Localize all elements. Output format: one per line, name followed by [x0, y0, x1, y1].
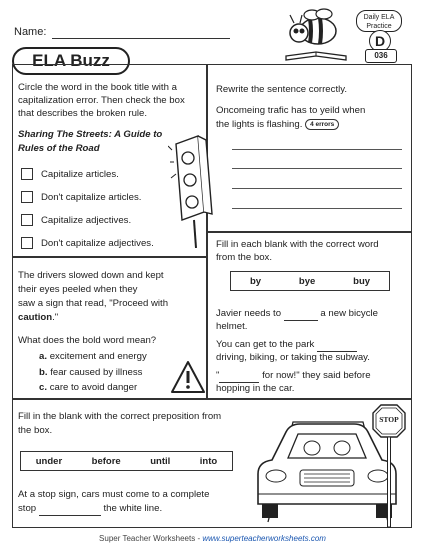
q5-instructions-line1: Fill in the blank with the correct preposition from [18, 411, 222, 422]
q3-passage-line2: their eyes peeled when they [18, 284, 138, 295]
left-divider [12, 256, 207, 258]
q5-sentence-line2: stop the white line. [18, 503, 163, 514]
badge-number: 036 [365, 49, 397, 63]
q4-sentence3: " for now!" they said before [216, 370, 371, 381]
right-divider [206, 231, 412, 233]
word-bank-item: buy [353, 275, 371, 287]
option-checkbox[interactable] [21, 237, 33, 249]
footer: Super Teacher Worksheets - www.superteacherworksheets.com [99, 534, 326, 543]
word-bank-item: before [91, 455, 121, 467]
option-label: Don't capitalize articles. [41, 192, 142, 203]
option-label: Don't capitalize adjectives. [41, 238, 154, 249]
option-checkbox[interactable] [21, 168, 33, 180]
book-title-line1: Sharing The Streets: A Guide to [18, 129, 163, 140]
q4-instructions-line1: Fill in each blank with the correct word [216, 239, 379, 250]
word-bank [20, 451, 233, 471]
q4-sentence3-end: hopping in the car. [216, 383, 295, 394]
option-label: Capitalize adjectives. [41, 215, 132, 226]
bold-word: caution [18, 312, 53, 323]
blank[interactable] [39, 502, 101, 516]
answer-line[interactable] [232, 149, 402, 150]
q1-instructions: Circle the word in the book title with a capitalization error. Then check the box that describes the broken rule. [18, 82, 185, 119]
q3-passage-line4: caution." [18, 312, 59, 323]
badge-label: Daily ELA Practice [356, 10, 402, 32]
choice-c[interactable]: c. care to avoid danger [39, 382, 138, 393]
footer-link[interactable]: www.superteacherworksheets.com [202, 534, 326, 543]
q2-instructions: Rewrite the sentence correctly. [216, 84, 347, 95]
choice-a[interactable]: a. excitement and energy [39, 351, 147, 362]
name-field[interactable] [52, 38, 230, 39]
word-bank-item: into [199, 455, 218, 467]
bee-icon [282, 6, 356, 64]
name-label: Name: [14, 26, 47, 38]
answer-line[interactable] [232, 188, 402, 189]
q3-passage-line1: The drivers slowed down and kept [18, 270, 164, 281]
word-bank [230, 271, 390, 291]
answer-line[interactable] [232, 168, 402, 169]
page-title: ELA Buzz [12, 47, 130, 75]
q2-sentence-line2: the lights is flashing. 4 errors [216, 118, 339, 131]
blank[interactable] [317, 338, 357, 352]
word-bank-item: bye [298, 275, 316, 287]
q5-instructions-line2: the box. [18, 425, 53, 436]
badge-letter: D [369, 30, 391, 52]
stop-sign-text: STOP [379, 415, 399, 424]
q4-instructions-line2: from the box. [216, 252, 272, 263]
bottom-divider [12, 398, 412, 400]
word-bank-item: under [35, 455, 63, 467]
answer-line[interactable] [232, 208, 402, 209]
traffic-light-icon [168, 132, 230, 248]
word-bank-item: until [150, 455, 171, 467]
word-bank-item: by [249, 275, 262, 287]
blank[interactable] [219, 369, 259, 383]
q2-sentence-line1: Oncomeing trafic has to yeild when [216, 105, 366, 116]
q3-passage-line3: saw a sign that read, "Proceed with [18, 298, 169, 309]
option-checkbox[interactable] [21, 214, 33, 226]
choice-b[interactable]: b. fear caused by illness [39, 367, 143, 378]
errors-badge: 4 errors [305, 119, 339, 130]
book-title-line2: Rules of the Road [18, 143, 100, 154]
q4-sentence1: Javier needs to a new bicycle [216, 308, 378, 319]
blank[interactable] [284, 307, 318, 321]
option-checkbox[interactable] [21, 191, 33, 203]
q3-question: What does the bold word mean? [18, 335, 157, 346]
q5-sentence-line1: At a stop sign, cars must come to a complete [18, 489, 210, 500]
option-label: Capitalize articles. [41, 169, 119, 180]
warning-sign-icon [170, 360, 206, 394]
q4-sentence2: You can get to the park [216, 338, 357, 352]
q4-sentence1-end: helmet. [216, 321, 248, 332]
q4-sentence2-end: driving, biking, or taking the subway. [216, 352, 370, 363]
